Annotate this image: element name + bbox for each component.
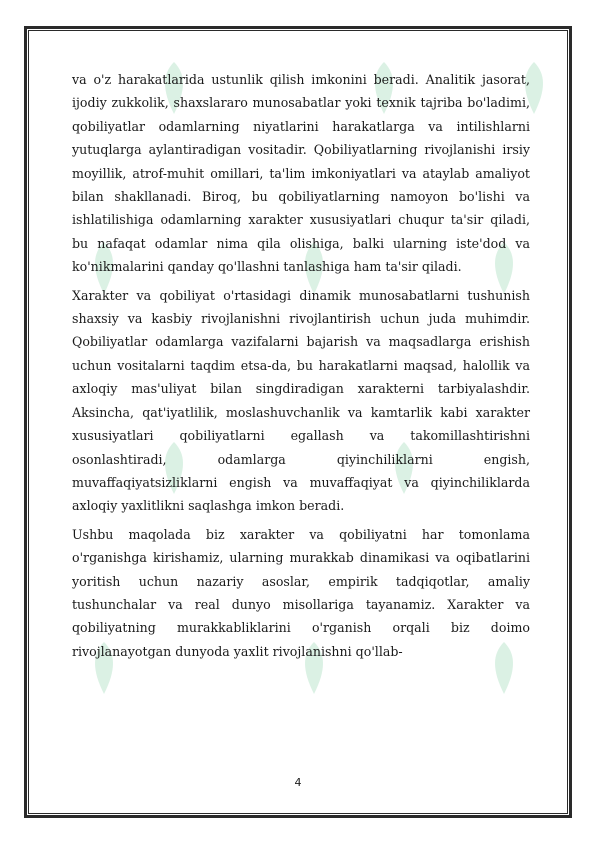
paragraph: va o'z harakatlarida ustunlik qilish imkonini beradi. Analitik jasorat, ijodiy zukkolik, shaxslararo munosabatlar yoki texnik tajriba bo'ladimi, qobiliyatlar odamlarning niyatlarini harakatlarga va intilishlarni yutuqlarga aylantiradigan vositadir. Qobiliyatlarning rivojlanishi irsiy moyillik, atrof-muhit omillari, ta'lim imkoniyatlari va ataylab amaliyot bilan shakllanadi. Biroq, bu qobiliyatlarning namoyon bo'lishi va ishlatilishiga odamlarning xarakter xususiyatlari chuqur ta'sir qiladi, bu nafaqat odamlar nima qila olishiga, balki ularning iste'dod va ko'nikmalarini qanday qo'llashni tanlashiga ham ta'sir qiladi. (72, 72, 530, 275)
page-number: 4 (294, 776, 302, 789)
paragraph: Ushbu maqolada biz xarakter va qobiliyatni har tomonlama o'rganishga kirishamiz, ularning murakkab dinamikasi va oqibatlarini yoritish uchun nazariy asoslar, empirik tadqiqotlar, amaliy tushunchalar va real dunyo misollariga tayanamiz. Xarakter va qobiliyatning murakkabliklarini o'rganish orqali biz doimo rivojlanayotgan dunyoda yaxlit rivojlanishni qo'llab- (72, 526, 530, 659)
document-body (72, 68, 530, 668)
paragraph: Xarakter va qobiliyat o'rtasidagi dinamik munosabatlarni tushunish shaxsiy va kasbiy rivojlanishni rivojlantirish uchun juda muhimdir. Qobiliyatlar odamlarga vazifalarni bajarish va maqsadlarga erishish uchun vositalarni taqdim etsa-da, bu harakatlarni maqsad, halollik va axloqiy mas'uliyat bilan singdiradigan xarakterni tarbiyalashdir. Aksincha, qat'iyatlilik, moslashuvchanlik va kamtarlik kabi xarakter xususiyatlari qobiliyatlarni egallash va takomillashtirishni osonlashtiradi, odamlarga qiyinchiliklarni engish, muvaffaqiyatsizliklarni engish va muvaffaqiyat va qiyinchiliklarda axloqiy yaxlitlikni saqlashga imkon beradi. (72, 287, 530, 514)
